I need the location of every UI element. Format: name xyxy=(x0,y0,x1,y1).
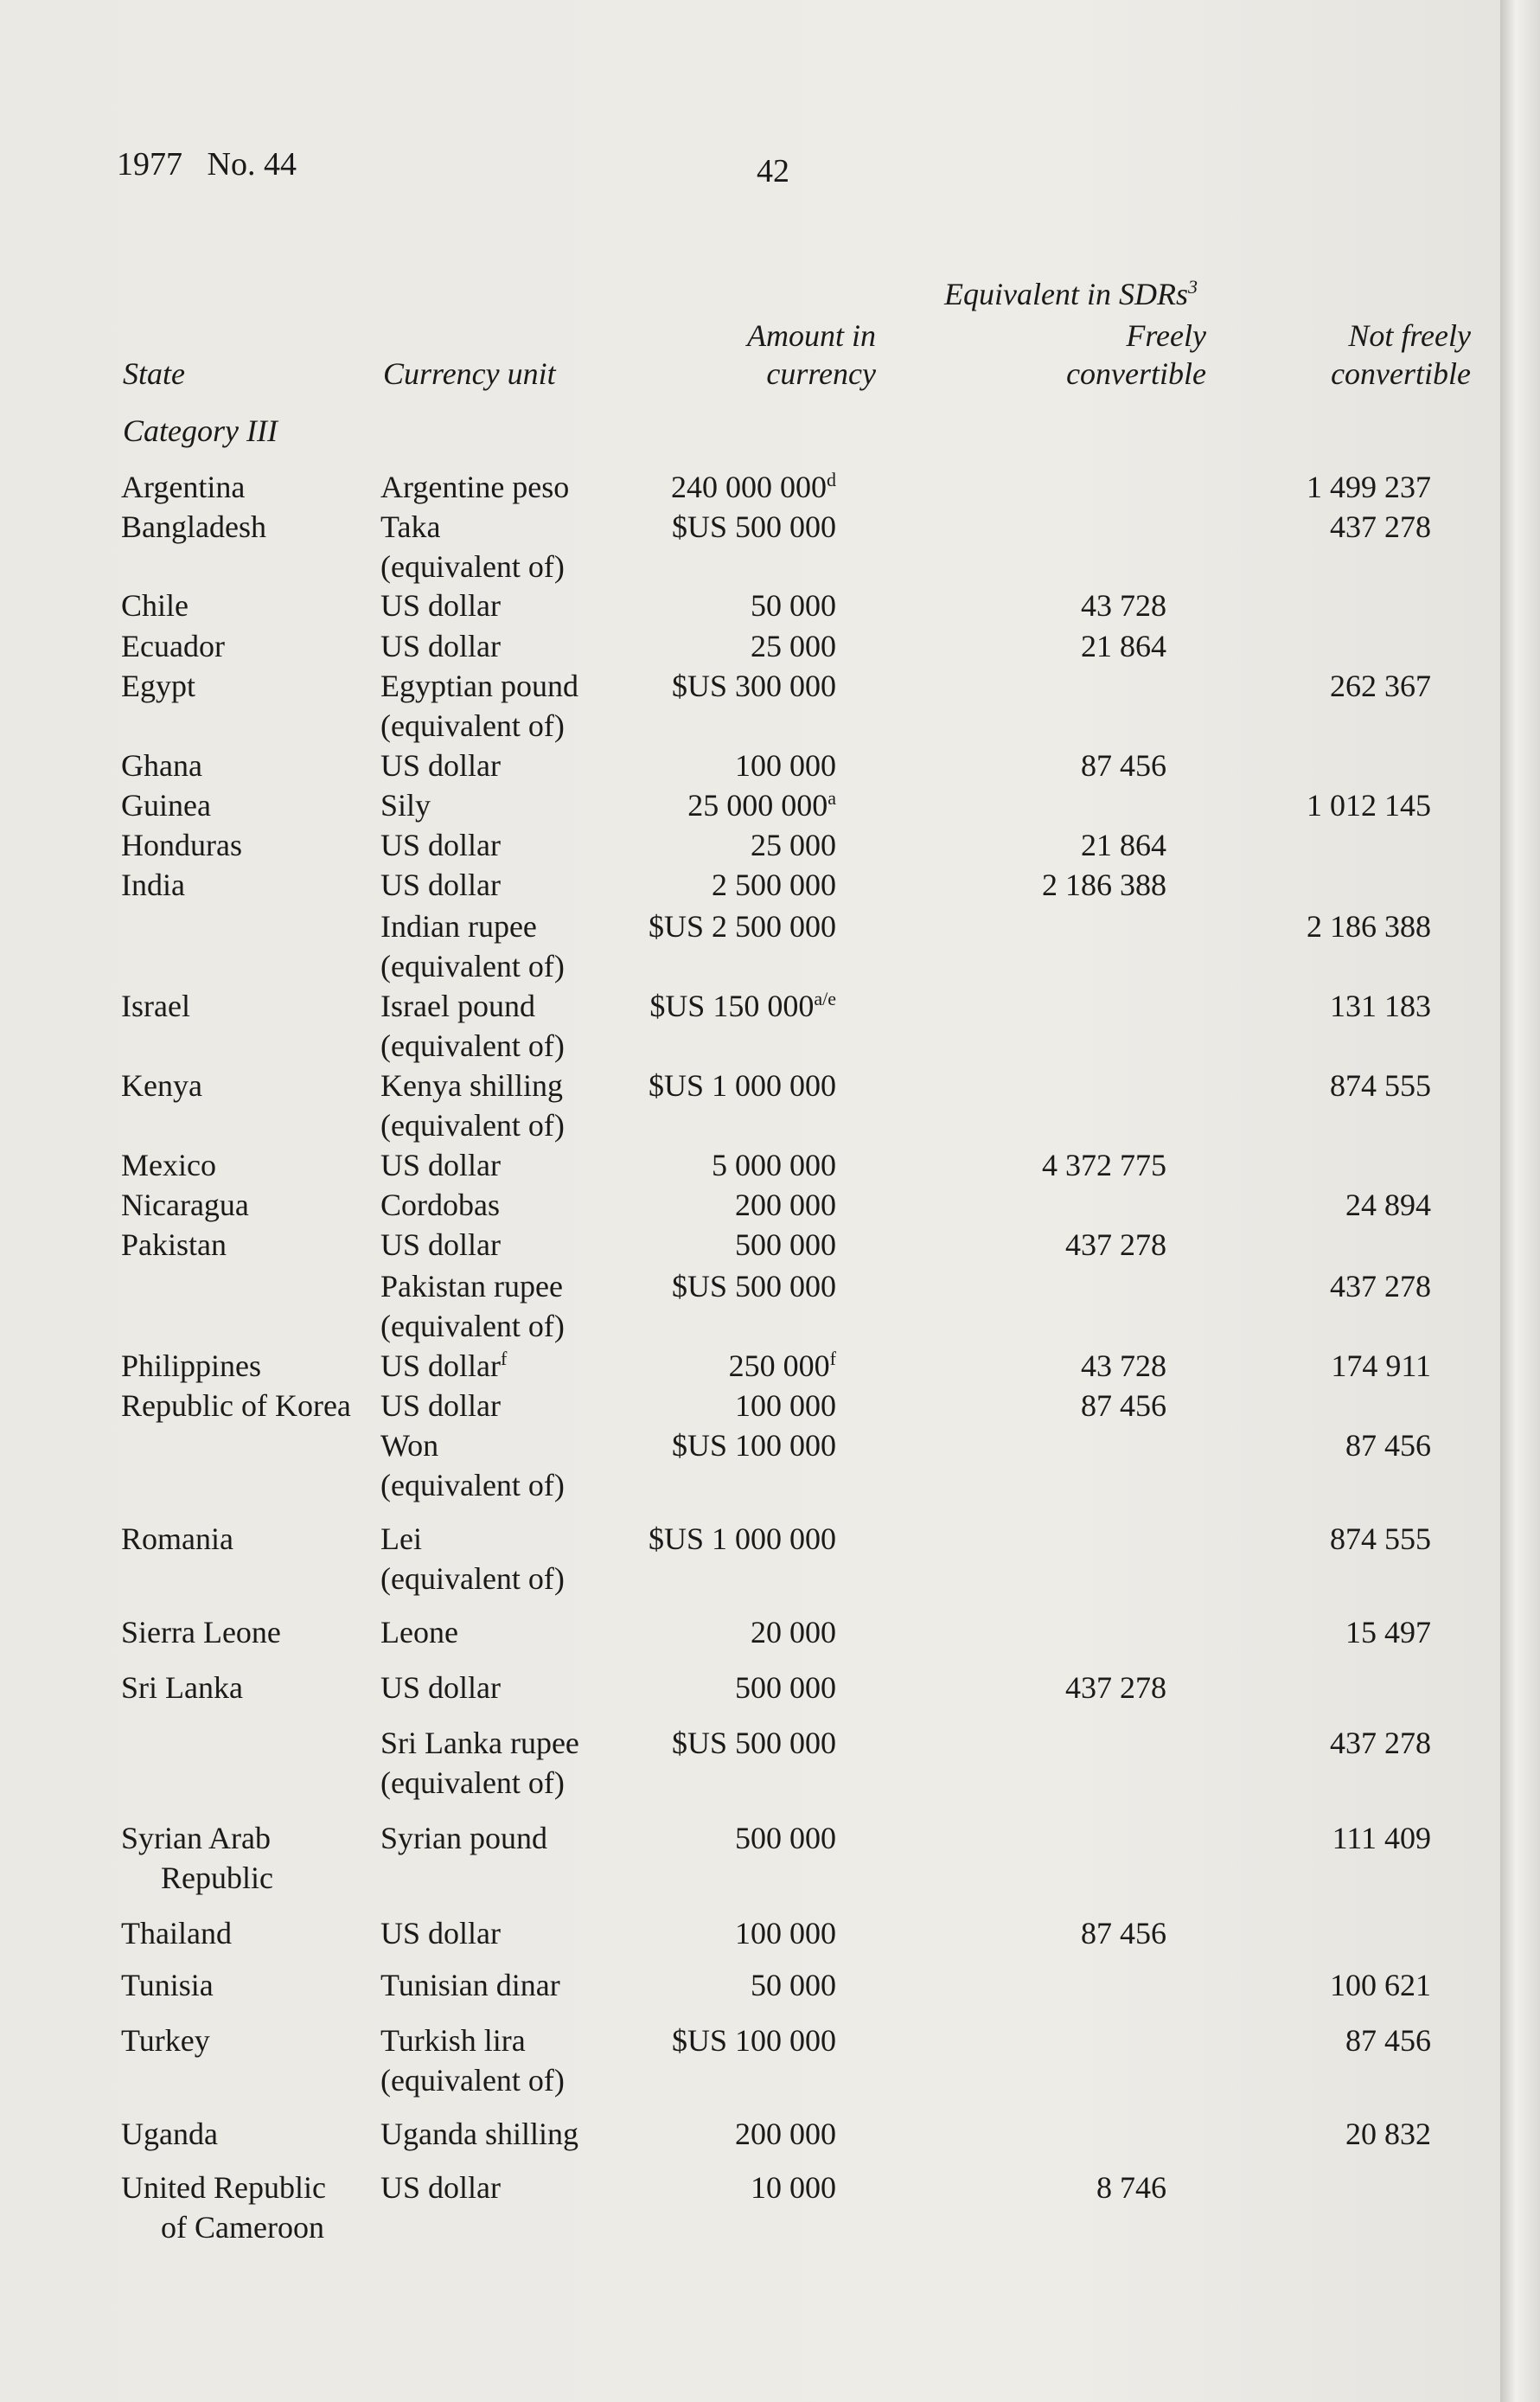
amount-cell: 25 000 xyxy=(751,629,836,663)
state-cell: Ecuador xyxy=(121,629,225,663)
currency-unit-cell: US dollar xyxy=(380,868,501,902)
amount-cell: 5 000 000 xyxy=(712,1148,836,1182)
amount-cell: 500 000 xyxy=(735,1227,836,1262)
state-cell: Romania xyxy=(121,1521,233,1556)
amount-cell: $US 100 000 xyxy=(671,1428,836,1463)
table-row xyxy=(0,1763,1500,1803)
state-cell: Sierra Leone xyxy=(121,1615,281,1649)
currency-unit-cell: Leone xyxy=(380,1615,458,1649)
table-row xyxy=(0,906,1500,946)
currency-unit-cell: Israel pound xyxy=(380,989,535,1023)
table-row xyxy=(0,2060,1500,2100)
amount-cell: 100 000 xyxy=(735,748,836,783)
table-row xyxy=(0,1913,1500,1953)
treaty-series-reference: 1977 No. 44 xyxy=(117,146,297,183)
currency-unit-cell: US dollar xyxy=(380,1227,501,1262)
amount-footnote-marker: d xyxy=(827,469,836,490)
table-row xyxy=(0,1145,1500,1185)
table-row xyxy=(0,586,1500,625)
table-row xyxy=(0,507,1500,547)
state-cell: United Republic xyxy=(121,2170,326,2205)
amount-cell: 25 000 xyxy=(751,828,836,862)
currency-unit-cell: Won xyxy=(380,1428,439,1463)
freely-convertible-cell: 43 728 xyxy=(1081,1348,1166,1383)
table-row xyxy=(0,946,1500,986)
currency-unit-cell: Indian rupee xyxy=(380,909,537,944)
freely-convertible-cell: 87 456 xyxy=(1081,1388,1166,1423)
currency-unit-cell: (equivalent of) xyxy=(380,1309,565,1343)
amount-cell: 500 000 xyxy=(735,1821,836,1855)
table-row xyxy=(0,2114,1500,2154)
not-freely-convertible-cell: 20 832 xyxy=(1345,2117,1431,2151)
currency-unit-cell: (equivalent of) xyxy=(380,1561,565,1596)
table-row xyxy=(0,1612,1500,1652)
not-freely-convertible-cell: 111 409 xyxy=(1332,1821,1431,1855)
amount-footnote-marker: f xyxy=(829,1348,836,1369)
table-row xyxy=(0,1465,1500,1505)
currency-unit-cell: Syrian pound xyxy=(380,1821,547,1855)
freely-convertible-cell: 21 864 xyxy=(1081,629,1166,663)
amount-cell: 240 000 000$^d$ xyxy=(671,469,836,504)
not-freely-convertible-cell: 1 499 237 xyxy=(1307,470,1431,504)
currency-unit-cell: Egyptian pound xyxy=(380,669,578,703)
not-freely-convertible-cell: 1 012 145 xyxy=(1307,788,1431,823)
not-freely-convertible-cell: 437 278 xyxy=(1330,1726,1431,1760)
currency-unit-cell: US dollar xyxy=(380,629,501,663)
table-row xyxy=(0,706,1500,746)
state-cell: Tunisia xyxy=(121,1968,214,2002)
freely-heading xyxy=(1066,317,1206,393)
table-row xyxy=(0,865,1500,905)
currency-unit-cell: US dollar xyxy=(380,828,501,862)
freely-convertible-cell: 437 278 xyxy=(1065,1670,1166,1705)
state-cell: of Cameroon xyxy=(161,2210,324,2245)
page-number: 42 xyxy=(757,153,789,189)
not-freely-convertible-cell: 437 278 xyxy=(1330,1269,1431,1303)
state-cell: Egypt xyxy=(121,669,195,703)
not-freely-heading-line2: convertible xyxy=(1331,356,1471,391)
table-row xyxy=(0,626,1500,666)
state-cell: Kenya xyxy=(121,1068,202,1103)
amount-cell: 2 500 000 xyxy=(712,868,836,902)
amount-cell: $US 500 000 xyxy=(671,1269,836,1303)
not-freely-convertible-cell: 100 621 xyxy=(1330,1968,1431,2002)
not-freely-convertible-cell: 87 456 xyxy=(1345,2023,1431,2058)
not-freely-convertible-cell: 2 186 388 xyxy=(1307,909,1431,944)
amount-cell: $US 500 000 xyxy=(671,1726,836,1760)
amount-cell: 200 000 xyxy=(735,1188,836,1222)
table-row xyxy=(0,1519,1500,1559)
table-row xyxy=(0,1425,1500,1465)
amount-heading-line2: currency xyxy=(766,356,876,391)
freely-convertible-cell: 437 278 xyxy=(1065,1227,1166,1262)
freely-heading-line1: Freely xyxy=(1126,318,1206,353)
freely-heading-line2: convertible xyxy=(1066,356,1206,391)
table-row xyxy=(0,2021,1500,2060)
freely-convertible-cell: 43 728 xyxy=(1081,588,1166,623)
currency-unit-cell: Turkish lira xyxy=(380,2023,526,2058)
amount-cell: 50 000 xyxy=(751,588,836,623)
state-cell: Honduras xyxy=(121,828,242,862)
state-cell: Republic of Korea xyxy=(121,1388,351,1423)
table-row xyxy=(0,1266,1500,1306)
state-cell: Sri Lanka xyxy=(121,1670,243,1705)
currency-unit-cell: Cordobas xyxy=(380,1188,500,1222)
table-row xyxy=(0,1858,1500,1898)
state-cell: Argentina xyxy=(121,470,246,504)
amount-cell: $US 100 000 xyxy=(671,2023,836,2058)
currency-unit-cell: (equivalent of) xyxy=(380,549,565,584)
table-row xyxy=(0,746,1500,785)
not-freely-heading xyxy=(1331,317,1471,393)
amount-cell: 10 000 xyxy=(751,2170,836,2205)
currency-unit-cell: Sri Lanka rupee xyxy=(380,1726,579,1760)
currency-unit-cell: US dollar xyxy=(380,1388,501,1423)
currency-unit-cell: (equivalent of) xyxy=(380,1108,565,1143)
table-row xyxy=(0,1105,1500,1145)
table-row xyxy=(0,1306,1500,1346)
table-row xyxy=(0,1668,1500,1707)
table-row xyxy=(0,1185,1500,1225)
not-freely-heading-line1: Not freely xyxy=(1348,318,1471,353)
currency-unit-cell: Pakistan rupee xyxy=(380,1269,563,1303)
currency-unit-heading: Currency unit xyxy=(383,356,556,391)
not-freely-convertible-cell: 874 555 xyxy=(1330,1068,1431,1103)
table-row xyxy=(0,1066,1500,1105)
amount-cell: $US 300 000 xyxy=(671,669,836,703)
currency-unit-cell: US dollar xyxy=(380,588,501,623)
state-cell: Syrian Arab xyxy=(121,1821,271,1855)
footnote-marker: 3 xyxy=(1187,276,1198,298)
freely-convertible-cell: 2 186 388 xyxy=(1042,868,1166,902)
freely-convertible-cell: 8 746 xyxy=(1096,2170,1166,2205)
amount-cell: 50 000 xyxy=(751,1968,836,2002)
table-row xyxy=(0,1818,1500,1858)
not-freely-convertible-cell: 87 456 xyxy=(1345,1428,1431,1463)
table-row xyxy=(0,547,1500,586)
state-cell: Mexico xyxy=(121,1148,216,1182)
freely-convertible-cell: 21 864 xyxy=(1081,828,1166,862)
currency-unit-cell: Sily xyxy=(380,788,431,823)
category-heading: Category III xyxy=(123,413,278,448)
state-cell: Guinea xyxy=(121,788,211,823)
currency-unit-cell: US dollar xyxy=(380,2170,501,2205)
currency-unit-cell: US dollar xyxy=(380,1916,501,1950)
currency-unit-cell: (equivalent of) xyxy=(380,1028,565,1063)
currency-unit-cell: (equivalent of) xyxy=(380,1765,565,1800)
currency-unit-cell: Taka xyxy=(380,509,441,544)
table-row xyxy=(0,2168,1500,2207)
state-cell: Uganda xyxy=(121,2117,218,2151)
state-cell: Turkey xyxy=(121,2023,210,2058)
currency-unit-cell: Uganda shilling xyxy=(380,2117,578,2151)
equivalent-sdr-heading xyxy=(944,275,1198,313)
table-row xyxy=(0,1386,1500,1425)
amount-cell: 100 000 xyxy=(735,1916,836,1950)
amount-cell: $US 1 000 000 xyxy=(648,1068,836,1103)
state-cell: Pakistan xyxy=(121,1227,227,1262)
not-freely-convertible-cell: 437 278 xyxy=(1330,509,1431,544)
amount-heading-line1: Amount in xyxy=(747,318,876,353)
amount-cell: $US 1 000 000 xyxy=(648,1521,836,1556)
state-heading: State xyxy=(123,356,185,391)
not-freely-convertible-cell: 24 894 xyxy=(1345,1188,1431,1222)
amount-cell: 200 000 xyxy=(735,2117,836,2151)
not-freely-convertible-cell: 15 497 xyxy=(1345,1615,1431,1649)
table-row xyxy=(0,666,1500,706)
amount-cell: 25 000 000$^a$ xyxy=(687,787,836,823)
state-cell: Bangladesh xyxy=(121,509,266,544)
state-cell: Ghana xyxy=(121,748,202,783)
table-row xyxy=(0,1559,1500,1598)
table-row xyxy=(0,1026,1500,1066)
table-row xyxy=(0,986,1500,1026)
state-cell: Chile xyxy=(121,588,189,623)
table-row xyxy=(0,825,1500,865)
amount-cell: 500 000 xyxy=(735,1670,836,1705)
amount-cell: $US 150 $000^{a/e}$ xyxy=(649,988,836,1023)
book-spine xyxy=(1500,0,1540,2402)
table-row xyxy=(0,1225,1500,1265)
currency-unit-cell: Lei xyxy=(380,1521,422,1556)
unit-footnote-marker: f xyxy=(501,1348,508,1369)
state-cell: Israel xyxy=(121,989,190,1023)
currency-unit-cell: Argentine peso xyxy=(380,470,570,504)
amount-cell: 100 000 xyxy=(735,1388,836,1423)
state-cell: Nicaragua xyxy=(121,1188,249,1222)
currency-unit-cell: US dollar xyxy=(380,1148,501,1182)
currency-unit-cell: (equivalent of) xyxy=(380,708,565,743)
equivalent-sdr-label: Equivalent in SDRs xyxy=(944,277,1188,311)
not-freely-convertible-cell: 174 911 xyxy=(1331,1348,1431,1383)
state-cell: Thailand xyxy=(121,1916,232,1950)
currency-unit-cell: US dollar$^f$ xyxy=(380,1348,508,1383)
currency-unit-cell: Tunisian dinar xyxy=(380,1968,560,2002)
state-cell: Republic xyxy=(161,1861,273,1895)
table-row xyxy=(0,467,1500,507)
amount-cell: $US 500 000 xyxy=(671,509,836,544)
freely-convertible-cell: 87 456 xyxy=(1081,1916,1166,1950)
currency-unit-cell: US dollar xyxy=(380,1670,501,1705)
currency-unit-cell: Kenya shilling xyxy=(380,1068,563,1103)
currency-unit-cell: (equivalent of) xyxy=(380,949,565,983)
not-freely-convertible-cell: 262 367 xyxy=(1330,669,1431,703)
state-cell: India xyxy=(121,868,185,902)
amount-cell: 250 000$^f$ xyxy=(728,1348,836,1383)
amount-footnote-marker: a xyxy=(828,787,836,809)
amount-cell: $US 2 500 000 xyxy=(648,909,836,944)
amount-heading xyxy=(747,317,876,393)
table-row xyxy=(0,1723,1500,1763)
currency-unit-cell: US dollar xyxy=(380,748,501,783)
table-row xyxy=(0,785,1500,825)
freely-convertible-cell: 87 456 xyxy=(1081,748,1166,783)
freely-convertible-cell: 4 372 775 xyxy=(1042,1148,1166,1182)
not-freely-convertible-cell: 874 555 xyxy=(1330,1521,1431,1556)
currency-unit-cell: (equivalent of) xyxy=(380,2063,565,2098)
table-row xyxy=(0,1965,1500,2005)
amount-footnote-marker: a/e xyxy=(814,988,836,1009)
currency-unit-cell: (equivalent of) xyxy=(380,1468,565,1502)
table-row xyxy=(0,2207,1500,2247)
amount-cell: 20 000 xyxy=(751,1615,836,1649)
table-row xyxy=(0,1346,1500,1386)
not-freely-convertible-cell: 131 183 xyxy=(1330,989,1431,1023)
state-cell: Philippines xyxy=(121,1348,262,1383)
